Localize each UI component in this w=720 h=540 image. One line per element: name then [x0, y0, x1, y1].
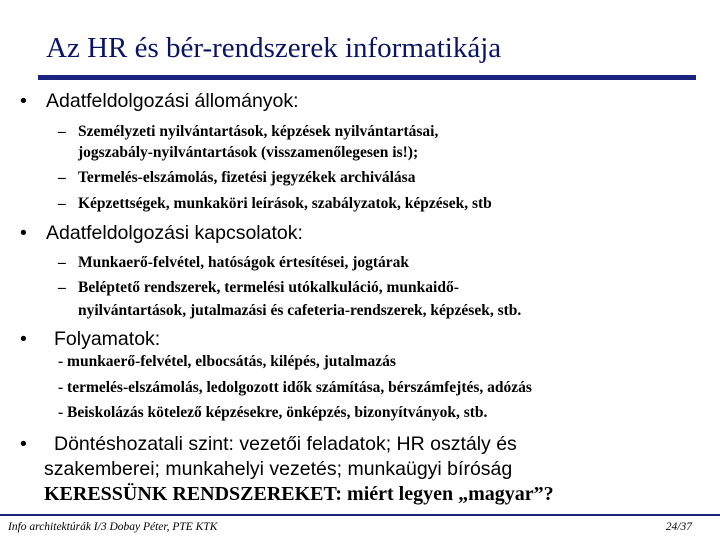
- slide-title: Az HR és bér-rendszerek informatikája: [46, 32, 502, 64]
- dash-icon: –: [58, 279, 66, 296]
- dash-icon: –: [58, 254, 66, 271]
- dash-icon: –: [58, 169, 66, 186]
- section-3-heading: [20, 328, 160, 351]
- bullet-icon: •: [20, 222, 27, 244]
- dash-icon: –: [58, 123, 66, 140]
- list-item: – Termelés-elszámolás, fizetési jegyzékek archiválása: [58, 169, 416, 186]
- section-1-heading: [20, 90, 299, 113]
- list-item: - munkaerő-felvétel, elbocsátás, kilépés, jutalmazás: [58, 353, 396, 370]
- list-item: – Személyzeti nyilvántartások, képzések nyilvántartásai,: [58, 123, 439, 140]
- footer-divider: [0, 514, 720, 516]
- bullet-icon: •: [20, 90, 27, 112]
- section-1-heading-text: Adatfeldolgozási állományok:: [46, 90, 299, 112]
- bullet-icon: •: [20, 433, 27, 455]
- section-4-bullet: [20, 433, 46, 456]
- section-2-heading-text: Adatfeldolgozási kapcsolatok:: [46, 222, 303, 244]
- bullet-icon: •: [20, 328, 27, 350]
- section-4-line-3: KERESSÜNK RENDSZEREKET: miért legyen „magyar”?: [44, 483, 554, 505]
- section-3-heading-text: Folyamatok:: [54, 328, 161, 350]
- section-4-line-1: Döntéshozatali szint: vezetői feladatok; HR osztály és: [54, 433, 517, 455]
- list-item: – Képzettségek, munkaköri leírások, szabályzatok, képzések, stb: [58, 195, 492, 212]
- dash-icon: –: [58, 195, 66, 212]
- list-item: – Beléptető rendszerek, termelési utókalkuláció, munkaidő-: [58, 279, 459, 296]
- section-2-heading: [20, 222, 303, 245]
- list-item: – Munkaerő-felvétel, hatóságok értesítései, jogtárak: [58, 254, 410, 271]
- section-4-line-2: szakemberei; munkahelyi vezetés; munkaügyi bíróság: [44, 458, 513, 480]
- list-item: - termelés-elszámolás, ledolgozott idők számítása, bérszámfejtés, adózás: [58, 379, 532, 396]
- list-item: - Beiskolázás kötelező képzésekre, önképzés, bizonyítványok, stb.: [58, 404, 488, 421]
- list-item-continuation: jogszabály-nyilvántartások (visszamenőlegesen is!);: [78, 144, 419, 161]
- list-item-continuation: nyilvántartások, jutalmazási és cafeteria-rendszerek, képzések, stb.: [78, 302, 522, 319]
- title-divider: [38, 75, 696, 80]
- page-number: 24/37: [665, 521, 692, 533]
- footer-credit: Info architektúrák I/3 Dobay Péter, PTE KTK: [8, 521, 218, 533]
